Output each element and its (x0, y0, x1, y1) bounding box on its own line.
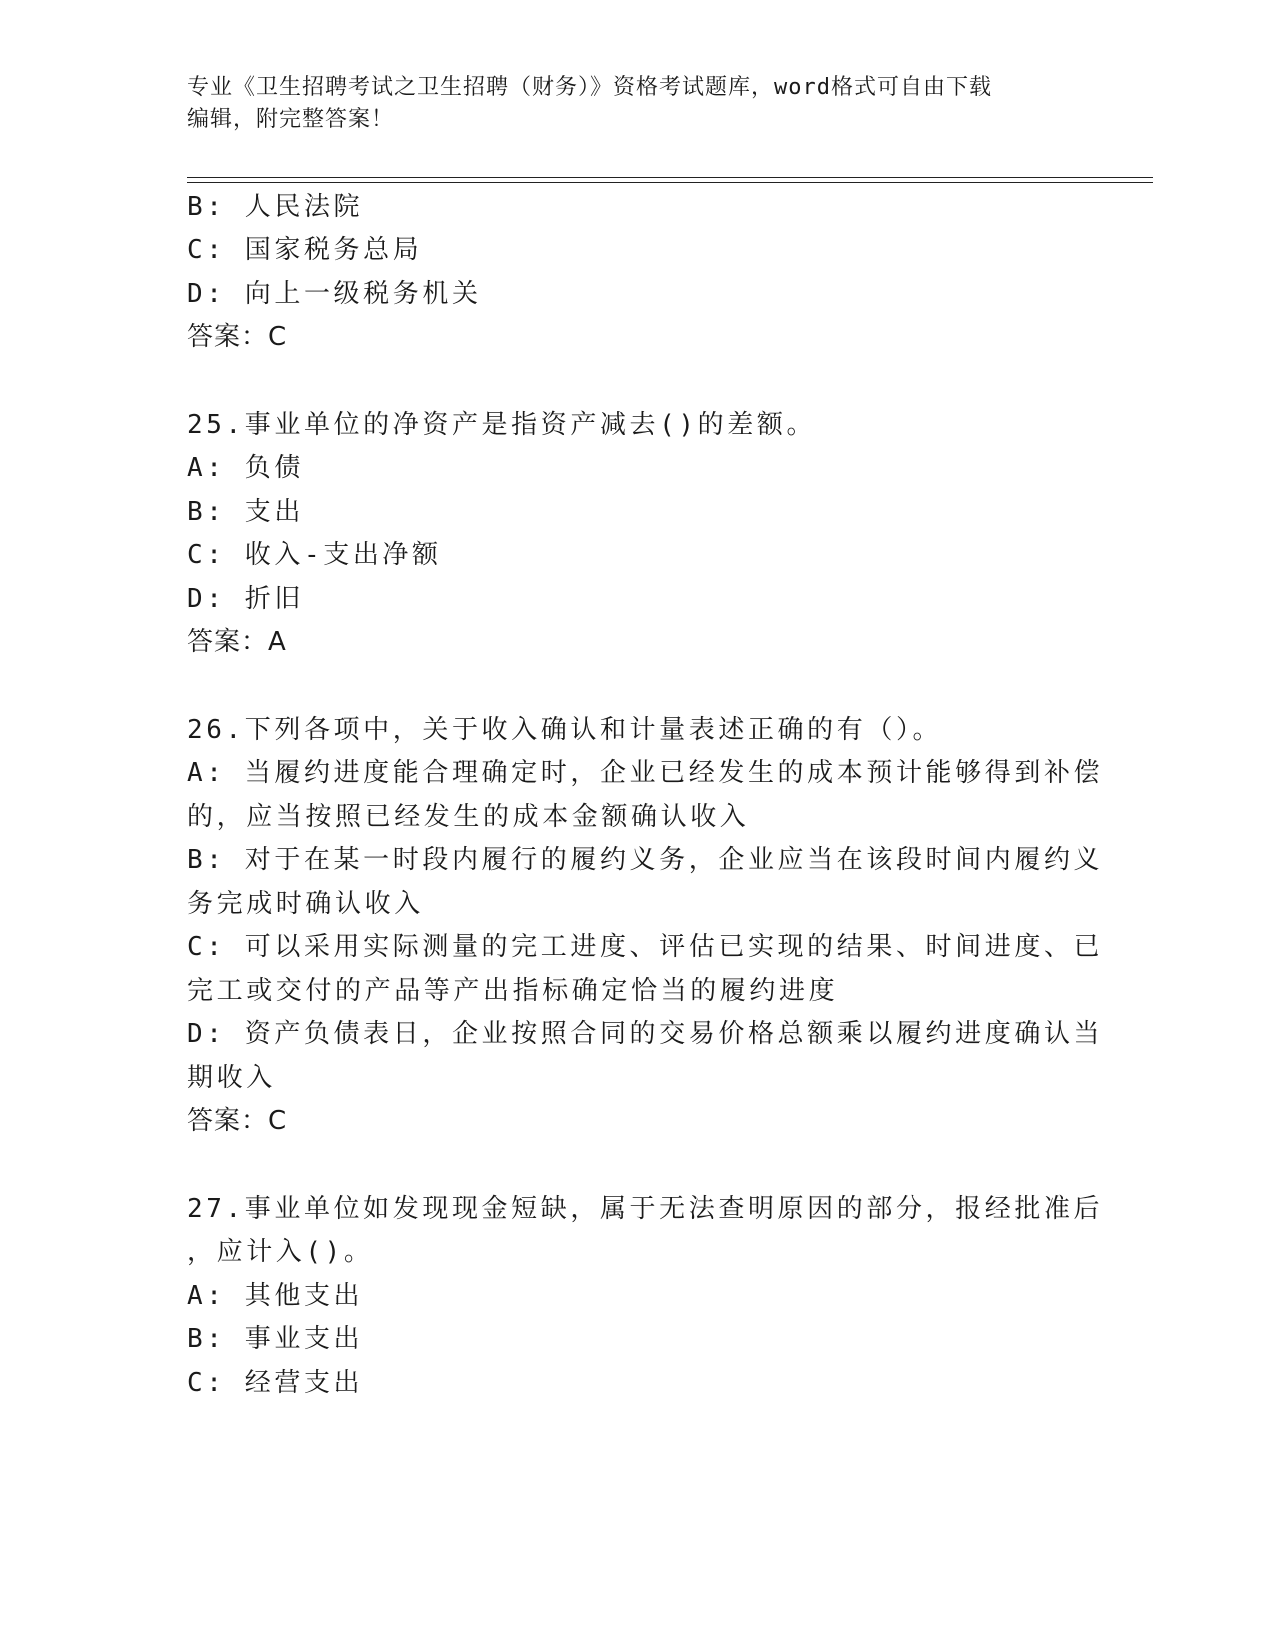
header-line-2: 编辑，附完整答案！ (187, 107, 395, 132)
q25-option-b: B: 支出 (187, 497, 304, 527)
q26-option-b-line-1: B: 对于在某一时段内履行的履约义务，企业应当在该段时间内履约义 (187, 845, 1104, 875)
q26-option-c-line-2: 完工或交付的产品等产出指标确定恰当的履约进度 (187, 976, 839, 1006)
q24-option-c: C: 国家税务总局 (187, 235, 423, 265)
q26-stem: 26.下列各项中，关于收入确认和计量表述正确的有（）。 (187, 715, 943, 745)
q24-answer: 答案：C (187, 322, 288, 352)
q27-stem-line-2: ，应计入()。 (187, 1237, 374, 1267)
q27-stem-line-1: 27.事业单位如发现现金短缺，属于无法查明原因的部分，报经批准后 (187, 1194, 1104, 1224)
document-header (187, 72, 1087, 136)
q25-option-c: C: 收入-支出净额 (187, 540, 442, 570)
q27-option-a: A: 其他支出 (187, 1281, 364, 1311)
q25-option-d: D: 折旧 (187, 584, 304, 614)
header-divider-bottom (187, 182, 1153, 183)
header-divider-top (187, 177, 1153, 178)
q26-option-a-line-1: A: 当履约进度能合理确定时，企业已经发生的成本预计能够得到补偿 (187, 758, 1104, 788)
q26-option-d-line-1: D: 资产负债表日，企业按照合同的交易价格总额乘以履约进度确认当 (187, 1019, 1104, 1049)
q26-answer: 答案：C (187, 1106, 288, 1136)
q24-option-d: D: 向上一级税务机关 (187, 279, 482, 309)
q26-option-b-line-2: 务完成时确认收入 (187, 889, 424, 919)
header-line-1: 专业《卫生招聘考试之卫生招聘（财务）》资格考试题库，word格式可自由下载 (187, 75, 992, 100)
q27-option-c: C: 经营支出 (187, 1368, 364, 1398)
q26-option-c-line-1: C: 可以采用实际测量的完工进度、评估已实现的结果、时间进度、已 (187, 932, 1104, 962)
q26-option-a-line-2: 的，应当按照已经发生的成本金额确认收入 (187, 802, 750, 832)
q25-answer: 答案：A (187, 627, 287, 657)
q25-option-a: A: 负债 (187, 453, 304, 483)
q27-option-b: B: 事业支出 (187, 1324, 364, 1354)
q25-stem: 25.事业单位的净资产是指资产减去()的差额。 (187, 410, 817, 440)
q26-option-d-line-2: 期收入 (187, 1063, 276, 1093)
q24-option-b: B: 人民法院 (187, 192, 364, 222)
